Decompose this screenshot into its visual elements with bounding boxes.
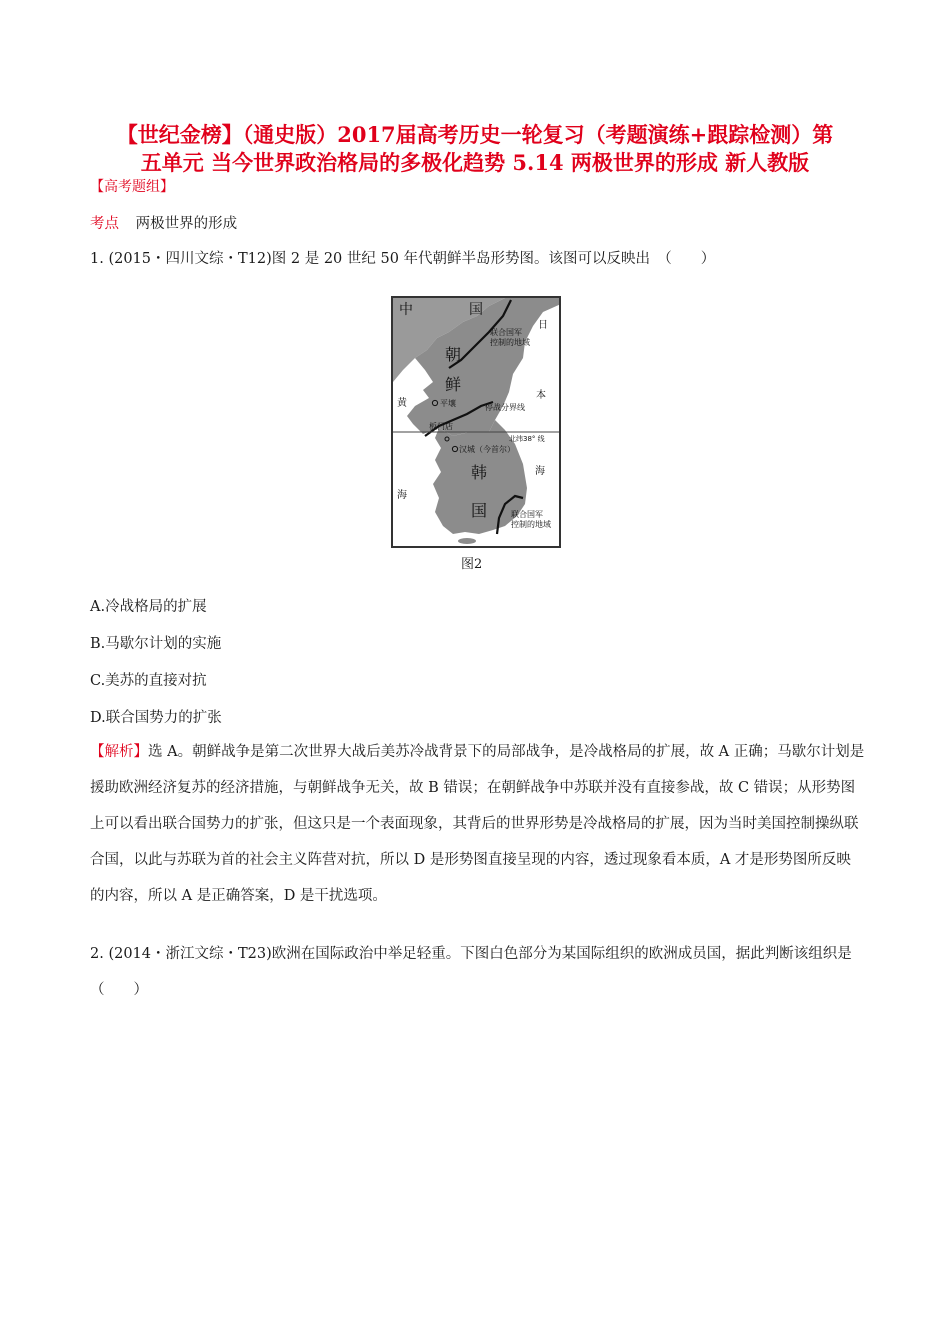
map-label-huang: 黄 xyxy=(397,398,407,409)
kaodian-text: 两极世界的形成 xyxy=(135,216,238,232)
map-label-ben: 本 xyxy=(536,390,546,401)
map-label-panmunjom: 板门店 xyxy=(429,422,453,431)
map-label-un-south-2: 控制的地域 xyxy=(511,520,551,529)
map-label-un-south-1: 联合国军 xyxy=(511,510,543,519)
map-label-china: 中 xyxy=(399,302,413,318)
option-c: C.美苏的直接对抗 xyxy=(90,673,207,689)
analysis-paragraph xyxy=(90,734,865,914)
korea-map-svg xyxy=(393,298,559,546)
map-label-china-2: 国 xyxy=(469,302,483,318)
option-b: B.马歇尔计划的实施 xyxy=(90,636,222,652)
map-label-seoul: 汉城（今首尔） xyxy=(459,445,515,454)
korea-map-figure xyxy=(391,296,561,548)
map-label-chao: 朝 xyxy=(445,345,462,364)
title-line-1: 【世纪金榜】（通史版）2017届高考历史一轮复习（考题演练+跟踪检测）第 xyxy=(116,122,834,147)
map-label-xian: 鲜 xyxy=(445,375,462,394)
figure-caption: 图2 xyxy=(461,557,483,572)
analysis-text: 选 A。朝鲜战争是第二次世界大战后美苏冷战背景下的局部战争，是冷战格局的扩展，故 A 正确；马歇尔计划是援助欧洲经济复苏的经济措施，与朝鲜战争无关，故 B 错误；在朝鲜战争中苏联并没有直接参战，故 C 错误；从形势图上可以看出联合国势力的扩张，但这只是一个表面现象，其背后的世界形势是冷战格局的扩展，因为当时美国控制操纵联合国，以此与苏联为首的社会主义阵营对抗，所以 D 是形势图直接呈现的内容，透过现象看本质，A 才是形势图所反映的内容，所以 A 是正确答案，D 是干扰选项。 xyxy=(90,744,865,904)
map-label-38th-parallel: 北纬38° 线 xyxy=(509,435,545,443)
map-label-guo: 国 xyxy=(471,501,488,520)
option-a: A.冷战格局的扩展 xyxy=(90,599,207,615)
kaodian-line xyxy=(90,214,237,234)
map-label-un-north-1: 联合国军 xyxy=(490,328,522,337)
section-tag: 【高考题组】 xyxy=(90,179,174,195)
question-1-stem: 1. (2015・四川文综・T12)图 2 是 20 世纪 50 年代朝鲜半岛形势图。该图可以反映出 （ ） xyxy=(90,251,716,267)
map-label-japan: 日 xyxy=(538,320,548,331)
title-line-2: 五单元 当今世界政治格局的多极化趋势 5.14 两极世界的形成 新人教版 xyxy=(140,150,810,175)
map-label-han: 韩 xyxy=(471,463,488,482)
map-label-sea-west: 海 xyxy=(397,490,407,501)
analysis-tag: 【解析】 xyxy=(90,744,148,760)
map-label-pyongyang: 平壤 xyxy=(440,399,456,408)
map-label-sea-east: 海 xyxy=(535,466,545,477)
question-2-stem: 2. (2014・浙江文综・T23)欧洲在国际政治中举足轻重。下图白色部分为某国际组织的欧洲成员国，据此判断该组织是 （ ） xyxy=(90,946,867,998)
map-label-un-north-2: 控制的地域 xyxy=(490,338,530,347)
document-title xyxy=(70,121,880,177)
kaodian-label: 考点 xyxy=(90,216,119,232)
option-d: D.联合国势力的扩张 xyxy=(90,710,222,726)
map-label-armistice: 停战分界线 xyxy=(485,403,525,412)
